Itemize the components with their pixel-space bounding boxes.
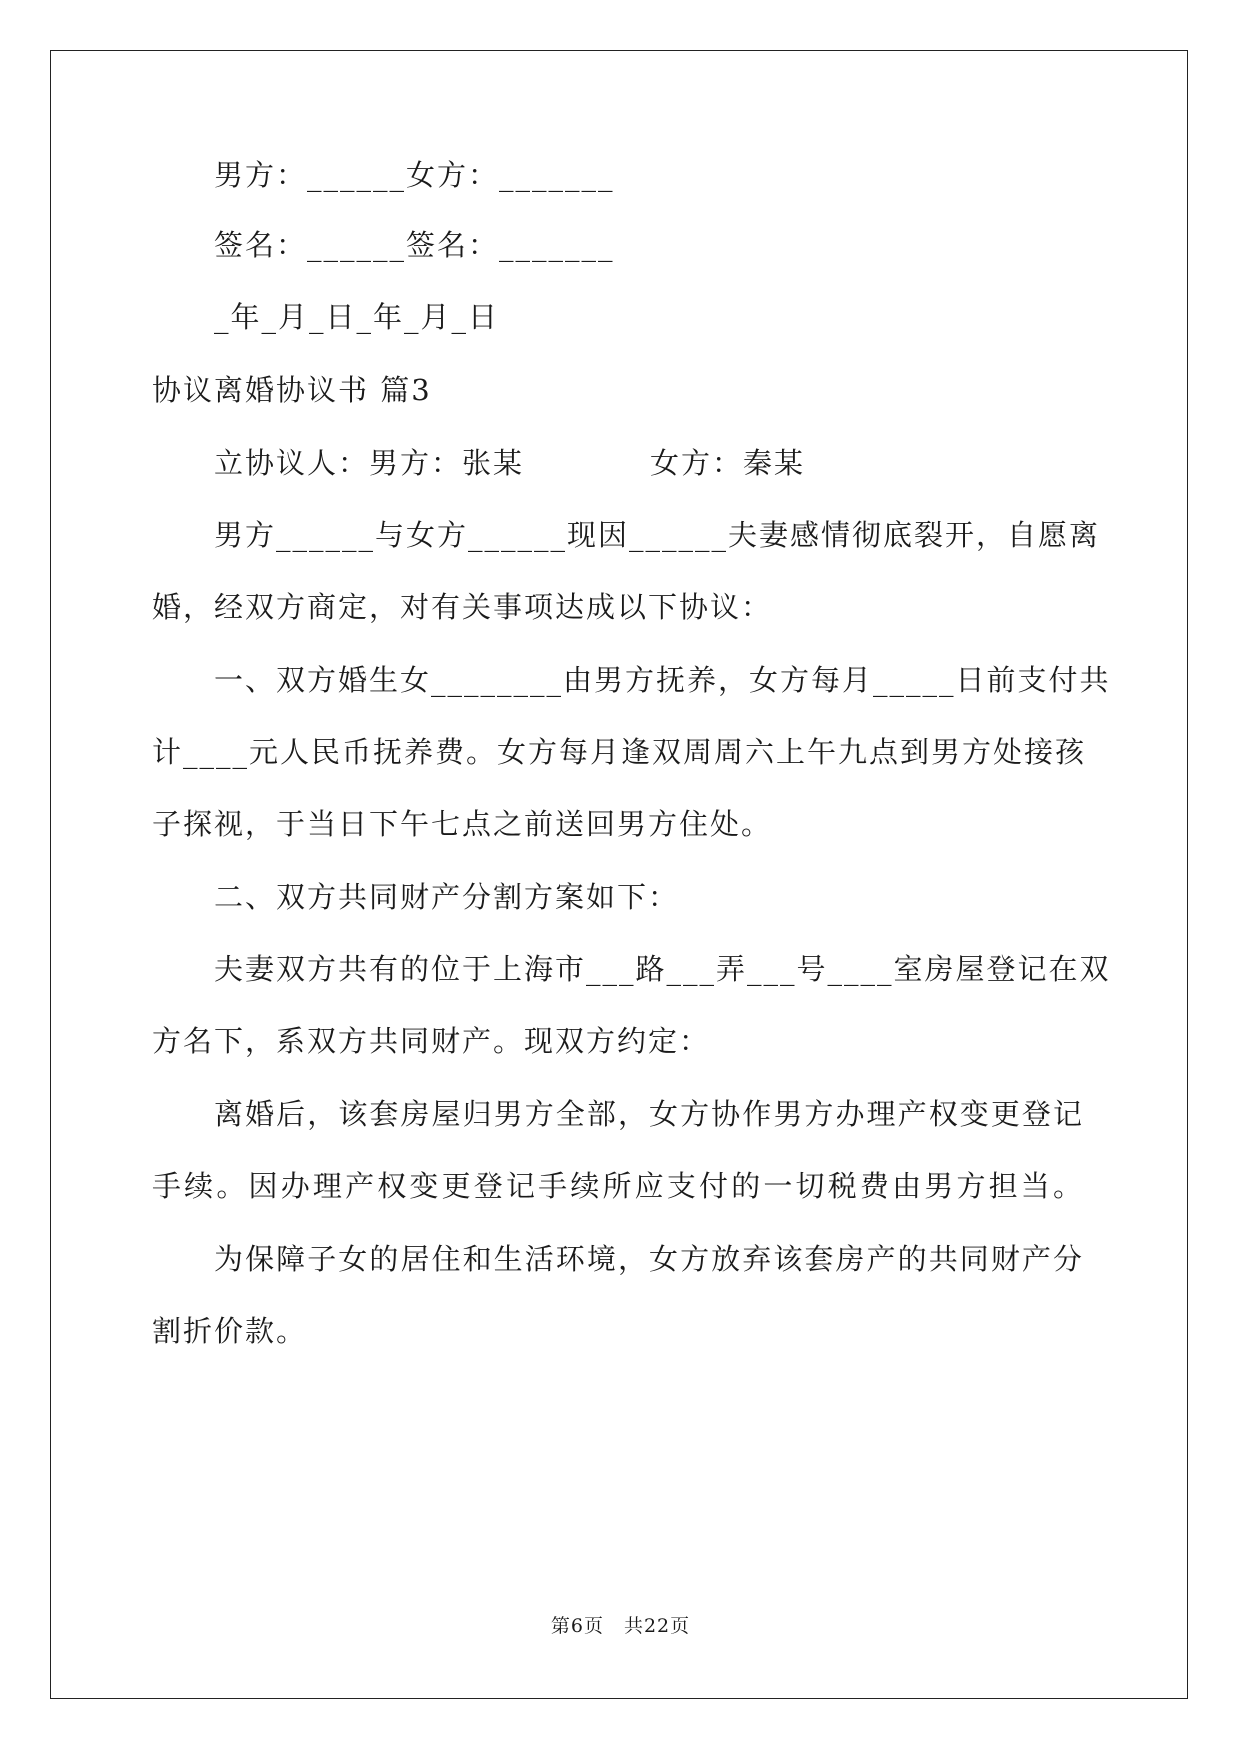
- paragraph-line: 一、双方婚生女________由男方抚养，女方每月_____日前支付共: [214, 663, 1111, 697]
- signature-name-line: 签名：______签名：_______: [214, 228, 615, 262]
- paragraph-line: 子探视，于当日下午七点之前送回男方住处。: [152, 807, 773, 841]
- paragraph-line: 婚，经双方商定，对有关事项达成以下协议：: [152, 590, 773, 624]
- paragraph-line: 二、双方共同财产分割方案如下：: [214, 880, 680, 914]
- page-number: 第6页 共22页: [550, 1615, 691, 1637]
- paragraph-line: 计____元人民币抚养费。女方每月逢双周周六上午九点到男方处接孩: [152, 735, 1087, 769]
- male-party: 立协议人：男方：张某: [214, 446, 525, 480]
- paragraph-line: 为保障子女的居住和生活环境，女方放弃该套房产的共同财产分: [214, 1242, 1084, 1276]
- parties-line: [214, 443, 805, 483]
- signature-party-line: 男方：______女方：_______: [214, 158, 615, 192]
- paragraph-line: 男方______与女方______现因______夫妻感情彻底裂开，自愿离: [214, 518, 1101, 552]
- paragraph-line: 方名下，系双方共同财产。现双方约定：: [152, 1024, 711, 1058]
- signature-date-line: _年_月_日_年_月_日: [214, 300, 500, 334]
- paragraph-line: 夫妻双方共有的位于上海市___路___弄___号____室房屋登记在双: [214, 952, 1111, 986]
- paragraph-line: 离婚后，该套房屋归男方全部，女方协作男方办理产权变更登记: [214, 1097, 1084, 1131]
- paragraph-line: 手续。因办理产权变更登记手续所应支付的一切税费由男方担当。: [152, 1169, 1084, 1203]
- paragraph-line: 割折价款。: [152, 1314, 308, 1348]
- female-party: 女方：秦某: [650, 446, 806, 480]
- section-heading: 协议离婚协议书 篇3: [152, 373, 432, 407]
